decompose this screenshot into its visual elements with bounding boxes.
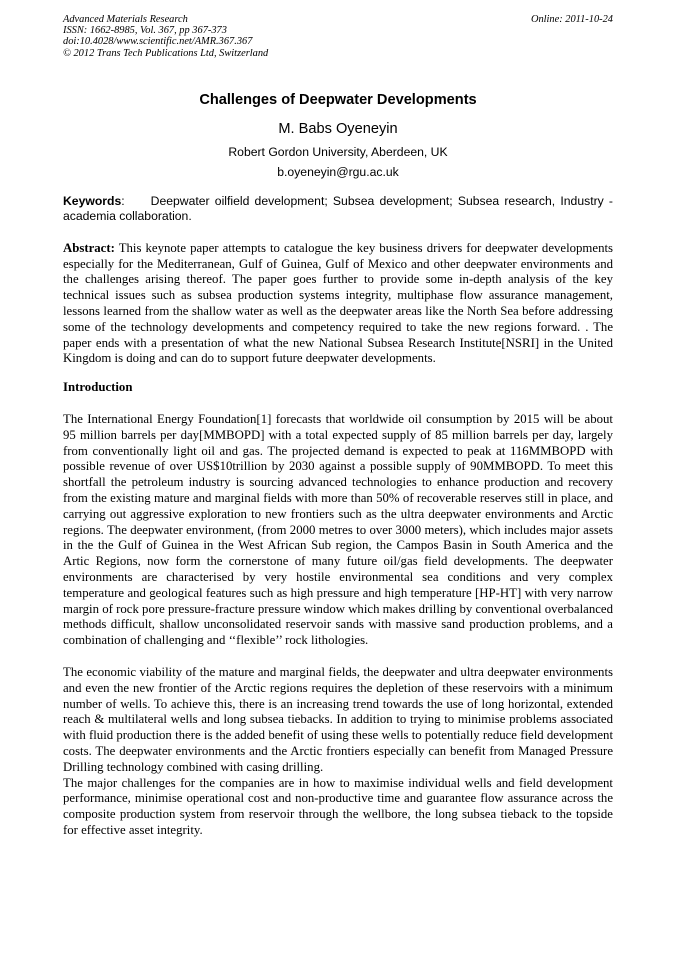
abstract-label: Abstract: bbox=[63, 240, 115, 255]
issn-line: ISSN: 1662-8985, Vol. 367, pp 367-373 bbox=[63, 25, 227, 37]
keywords-label: Keywords bbox=[63, 193, 122, 208]
introduction-heading: Introduction bbox=[63, 380, 133, 395]
copyright-line: © 2012 Trans Tech Publications Ltd, Switzerland bbox=[63, 47, 269, 59]
author-affiliation: Robert Gordon University, Aberdeen, UK bbox=[228, 144, 448, 159]
paper-title: Challenges of Deepwater Developments bbox=[199, 91, 477, 108]
introduction-paragraph-2: The economic viability of the mature and marginal fields, the deepwater and ultra deepwater environments and even the new frontier of the Arctic regions requires the depletion of these reservoirs with a minimum number of wells. To achieve this, there is an increasing trend towards the use of long horizontal, extended reach & multilateral wells and long subsea tiebacks. In addition to trying to minimise problems associated with fluid production there is the added benefit of using these wells to potentially reduce field development costs. The deepwater environments and the Arctic frontiers especially can benefit from Managed Pressure Drilling technology combined with casing drilling. bbox=[63, 664, 613, 774]
paper-page bbox=[63, 14, 613, 839]
author-name: M. Babs Oyeneyin bbox=[278, 120, 398, 137]
author-email[interactable]: b.oyeneyin@rgu.ac.uk bbox=[277, 164, 399, 179]
abstract-text: This keynote paper attempts to catalogue the key business drivers for deepwater developments especially for the Mediterranean, Gulf of Guinea, Gulf of Mexico and other deepwater environments and the challenges arising thereof. The paper goes further to provide some in-depth analysis of the key technical issues such as subsea production systems integrity, multiphase flow assurance management, lessons learned from the shallow water as well as the deepwater areas like the North Sea before addressing some of the technology developments and competency required to take the new regions forward. . The paper ends with a presentation of what the new National Subsea Research Institute[NSRI] in the United Kingdom is doing and can do to support future deepwater developments. bbox=[63, 240, 613, 366]
journal-name: Advanced Materials Research bbox=[63, 14, 188, 25]
online-date: Online: 2011-10-24 bbox=[530, 14, 613, 25]
keywords-text: Deepwater oilfield development; Subsea development; Subsea research, Industry - academia collaboration. bbox=[63, 193, 613, 224]
keywords-block bbox=[63, 194, 613, 225]
keywords-colon: : bbox=[121, 193, 151, 208]
abstract-block bbox=[63, 241, 613, 367]
doi-line[interactable]: doi:10.4028/www.scientific.net/AMR.367.367 bbox=[63, 36, 253, 48]
journal-header bbox=[63, 14, 613, 59]
introduction-paragraph-3: The major challenges for the companies are in how to maximise individual wells and field development performance, minimise operational cost and non-productive time and guarantee flow assurance across the composite production system from reservoir through the wellbore, the long subsea tieback to the topside for effective asset integrity. bbox=[63, 775, 613, 837]
introduction-paragraph-1: The International Energy Foundation[1] forecasts that worldwide oil consumption by 2015 will be about 95 million barrels per day[MMBOPD] with a total expected supply of 85 million barrels per day, largely from conventionally light oil and gas. The projected demand is expected to peak at 116MMBOPD with possible revenue of over US$10trillion by 2030 against a possible supply of 90MMBOPD. To meet this shortfall the petroleum industry is sourcing advanced technologies to enhance production and recovery from the existing mature and marginal fields with more than 50% of recoverable reserves still in place, and carrying out aggressive exploration to new frontiers such as the ultra deepwater environments and Arctic regions. The deepwater environment, (from 2000 metres to over 3000 meters), which includes major assets in the the Gulf of Guinea in the West African Sub region, the Campos Basin in South America and the Artic Regions, now form the cornerstone of many future oil/gas field developments. The deepwater environments are characterised by very hostile environmental sea conditions and very complex temperature and geological features such as high pressure and high temperature [HP-HT] with very narrow margin of rock pore pressure-fracture pressure window which makes drilling by conventional overbalanced methods difficult, shallow unconsolidated reservoir sands with massive sand production problems, and a combination of challenging and ‘‘flexible’’ rock lithologies. bbox=[63, 411, 613, 648]
